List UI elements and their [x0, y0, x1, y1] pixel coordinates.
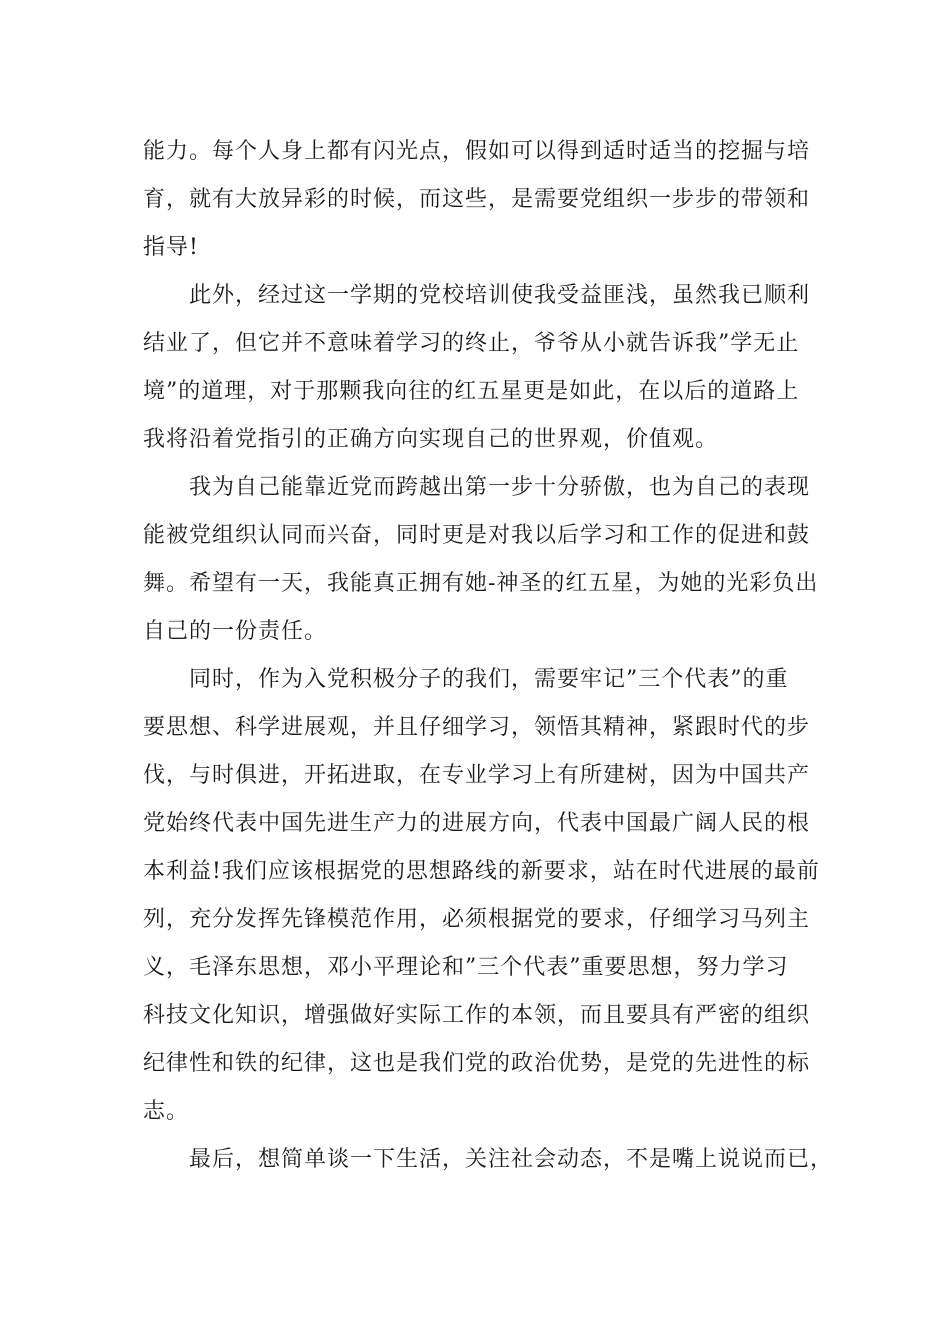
text-line: 能力。每个人身上都有闪光点，假如可以得到适时适当的挖掘与培	[143, 139, 811, 164]
text-line: 同时，作为入党积极分子的我们，需要牢记”三个代表”的重	[189, 667, 789, 692]
paragraph	[143, 656, 820, 1136]
text-line: 伐，与时俱进，开拓进取，在专业学习上有所建树，因为中国共产	[143, 763, 811, 788]
text-line: 列，充分发挥先锋模范作用，必须根据党的要求，仔细学习马列主	[143, 907, 811, 932]
text-line: 此外，经过这一学期的党校培训使我受益匪浅，虽然我已顺利	[189, 283, 811, 308]
text-line: 境”的道理，对于那颗我向往的红五星更是如此，在以后的道路上	[143, 379, 800, 404]
text-line: 我将沿着党指引的正确方向实现自己的世界观，价值观。	[143, 427, 719, 452]
paragraph	[143, 1136, 834, 1184]
text-line: 本利益!我们应该根据党的思想路线的新要求，站在时代进展的最前	[143, 859, 820, 884]
text-line: 舞。希望有一天，我能真正拥有她-神圣的红五星，为她的光彩负出	[143, 571, 819, 596]
paragraph	[143, 464, 819, 656]
body-text	[143, 128, 834, 1184]
text-line: 党始终代表中国先进生产力的进展方向，代表中国最广阔人民的根	[143, 811, 811, 836]
text-line: 要思想、科学进展观，并且仔细学习，领悟其精神，紧跟时代的步	[143, 715, 811, 740]
text-line: 育，就有大放异彩的时候，而这些，是需要党组织一步步的带领和	[143, 187, 811, 212]
text-line: 结业了，但它并不意味着学习的终止，爷爷从小就告诉我”学无止	[143, 331, 800, 356]
text-line: 科技文化知识，增强做好实际工作的本领，而且要具有严密的组织	[143, 1003, 811, 1028]
text-line: 纪律性和铁的纪律，这也是我们党的政治优势，是党的先进性的标	[143, 1051, 811, 1076]
text-line: 自己的一份责任。	[143, 619, 328, 644]
text-line: 志。	[143, 1099, 190, 1124]
paragraph	[143, 272, 811, 464]
text-line: 指导!	[143, 235, 199, 260]
text-line: 我为自己能靠近党而跨越出第一步十分骄傲，也为自己的表现	[189, 475, 811, 500]
text-line: 最后，想简单谈一下生活，关注社会动态，不是嘴上说说而已，	[189, 1147, 834, 1172]
text-line: 义，毛泽东思想，邓小平理论和”三个代表”重要思想，努力学习	[143, 955, 789, 980]
text-line: 能被党组织认同而兴奋，同时更是对我以后学习和工作的促进和鼓	[143, 523, 811, 548]
paragraph	[143, 128, 811, 272]
